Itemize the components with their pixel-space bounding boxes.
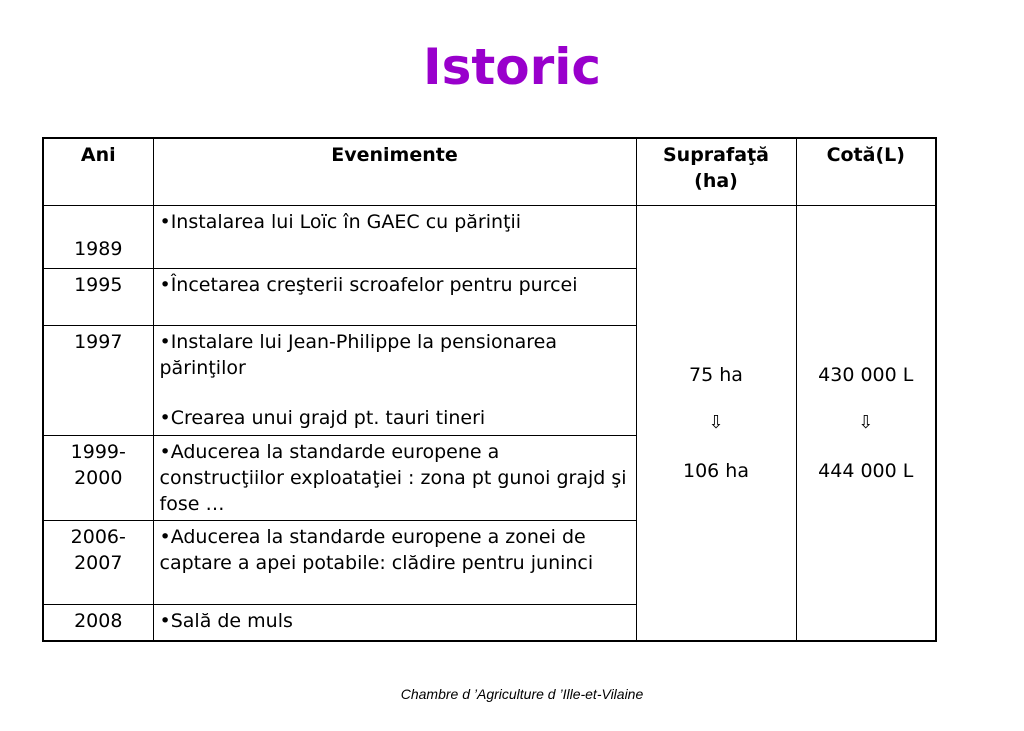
year-cell: 1999-2000 xyxy=(43,436,153,521)
quota-from: 430 000 L xyxy=(818,363,914,386)
event-text: •Instalarea lui Loïc în GAEC cu părinţii xyxy=(159,211,522,233)
year-cell: 2006-2007 xyxy=(43,521,153,605)
area-cell xyxy=(636,206,796,641)
event-text: •Sală de muls xyxy=(159,610,293,632)
slide-title: Istoric xyxy=(422,38,602,96)
event-cell xyxy=(153,436,636,521)
table-row xyxy=(43,206,936,269)
event-cell xyxy=(153,206,636,269)
event-text: •Aducerea la standarde europene a construcţiilor exploataţiei : zona pt gunoi grajd şi fose … xyxy=(159,441,627,515)
event-cell xyxy=(153,521,636,605)
year-label: 1989 xyxy=(74,238,123,260)
event-text: •Crearea unui grajd pt. tauri tineri xyxy=(159,407,486,429)
header-quota: Cotă(L) xyxy=(796,138,936,206)
year-cell xyxy=(43,206,153,269)
down-arrow-icon: ⇩ xyxy=(708,411,724,433)
header-years: Ani xyxy=(43,138,153,206)
header-area-line2: (ha) xyxy=(694,170,738,192)
area-from: 75 ha xyxy=(689,363,743,386)
event-cell xyxy=(153,269,636,326)
year-cell: 1995 xyxy=(43,269,153,326)
header-area-line1: Suprafaţă xyxy=(663,144,769,166)
event-text: •Instalare lui Jean-Philippe la pensionarea părinţilor xyxy=(159,331,558,379)
quota-cell xyxy=(796,206,936,641)
history-table xyxy=(42,137,937,642)
event-cell xyxy=(153,605,636,641)
year-cell: 1997 xyxy=(43,326,153,436)
quota-to: 444 000 L xyxy=(818,459,914,482)
year-cell: 2008 xyxy=(43,605,153,641)
footer-credit: Chambre d ’Agriculture d ’Ille-et-Vilaine xyxy=(400,686,644,702)
down-arrow-icon: ⇩ xyxy=(858,411,874,433)
event-text: •Aducerea la standarde europene a zonei de captare a apei potabile: clădire pentru juninci xyxy=(159,526,594,574)
header-events: Evenimente xyxy=(153,138,636,206)
event-text: •Încetarea creşterii scroafelor pentru purcei xyxy=(159,274,578,296)
table-header-row xyxy=(43,138,936,206)
area-to: 106 ha xyxy=(683,459,749,482)
event-cell xyxy=(153,326,636,436)
header-area xyxy=(636,138,796,206)
